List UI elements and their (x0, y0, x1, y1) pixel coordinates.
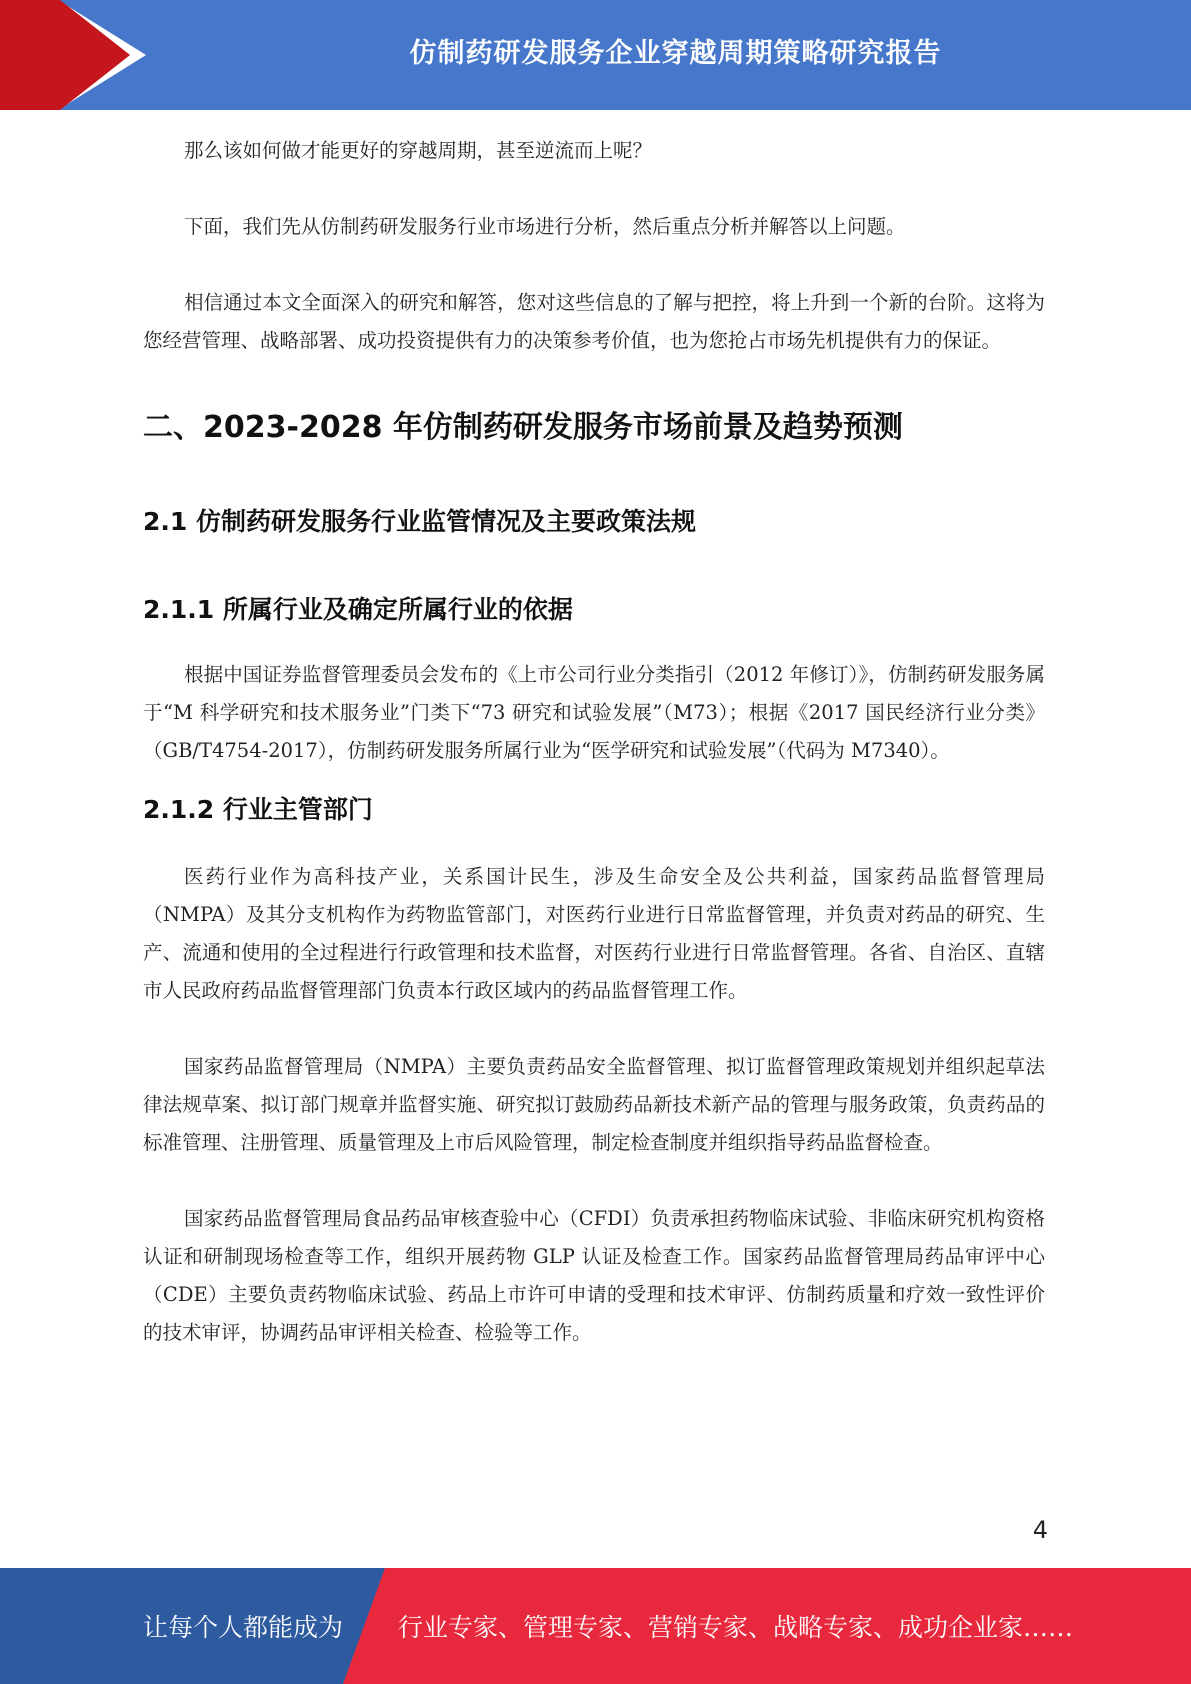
paragraph: 下面，我们先从仿制药研发服务行业市场进行分析，然后重点分析并解答以上问题。 (184, 215, 906, 238)
subsection-heading: 2.1 仿制药研发服务行业监管情况及主要政策法规 (143, 507, 696, 536)
header-arrow-icon (0, 0, 160, 110)
paragraph: 那么该如何做才能更好的穿越周期，甚至逆流而上呢？ (184, 139, 653, 162)
section-heading: 二、2023-2028 年仿制药研发服务市场前景及趋势预测 (143, 410, 903, 445)
page-header (0, 0, 1191, 110)
subsubsection-heading: 2.1.2 行业主管部门 (143, 795, 373, 824)
paragraph: 相信通过本文全面深入的研究和解答，您对这些信息的了解与把控，将上升到一个新的台阶。这将为您经营管理、战略部署、成功投资提供有力的决策参考价值，也为您抢占市场先机提供有力的保证。 (143, 291, 1045, 352)
page-footer (0, 1568, 1191, 1684)
page-number: 4 (1032, 1516, 1048, 1544)
subsubsection-heading: 2.1.1 所属行业及确定所属行业的依据 (143, 595, 573, 624)
paragraph: 国家药品监督管理局（NMPA）主要负责药品安全监督管理、拟订监督管理政策规划并组织起草法律法规草案、拟订部门规章并监督实施、研究拟订鼓励药品新技术新产品的管理与服务政策，负责药品的标准管理、注册管理、质量管理及上市后风险管理，制定检查制度并组织指导药品监督检查。 (143, 1055, 1045, 1154)
footer-slogan-left: 让每个人都能成为 (143, 1613, 344, 1642)
paragraph: 医药行业作为高科技产业，关系国计民生，涉及生命安全及公共利益，国家药品监督管理局（NMPA）及其分支机构作为药物监管部门，对医药行业进行日常监督管理，并负责对药品的研究、生产、流通和使用的全过程进行行政管理和技术监督，对医药行业进行日常监督管理。各省、自治区、直辖市人民政府药品监督管理部门负责本行政区域内的药品监督管理工作。 (143, 865, 1045, 1002)
document-body (143, 132, 1045, 1352)
header-title: 仿制药研发服务企业穿越周期策略研究报告 (409, 37, 942, 69)
paragraph: 根据中国证券监督管理委员会发布的《上市公司行业分类指引（2012 年修订）》，仿制药研发服务属于“M 科学研究和技术服务业”门类下“73 研究和试验发展”（M73）；根据《2017 国民经济行业分类》（GB/T4754-2017），仿制药研发服务所属行业为“医学研究和试验发展”（代码为 M7340）。 (143, 663, 1045, 762)
footer-slogan-right: 行业专家、管理专家、营销专家、战略专家、成功企业家…… (398, 1613, 1074, 1642)
paragraph: 国家药品监督管理局食品药品审核查验中心（CFDI）负责承担药物临床试验、非临床研究机构资格认证和研制现场检查等工作，组织开展药物 GLP 认证及检查工作。国家药品监督管理局药品审评中心（CDE）主要负责药物临床试验、药品上市许可申请的受理和技术审评、仿制药质量和疗效一致性评价的技术审评，协调药品审评相关检查、检验等工作。 (143, 1207, 1045, 1344)
